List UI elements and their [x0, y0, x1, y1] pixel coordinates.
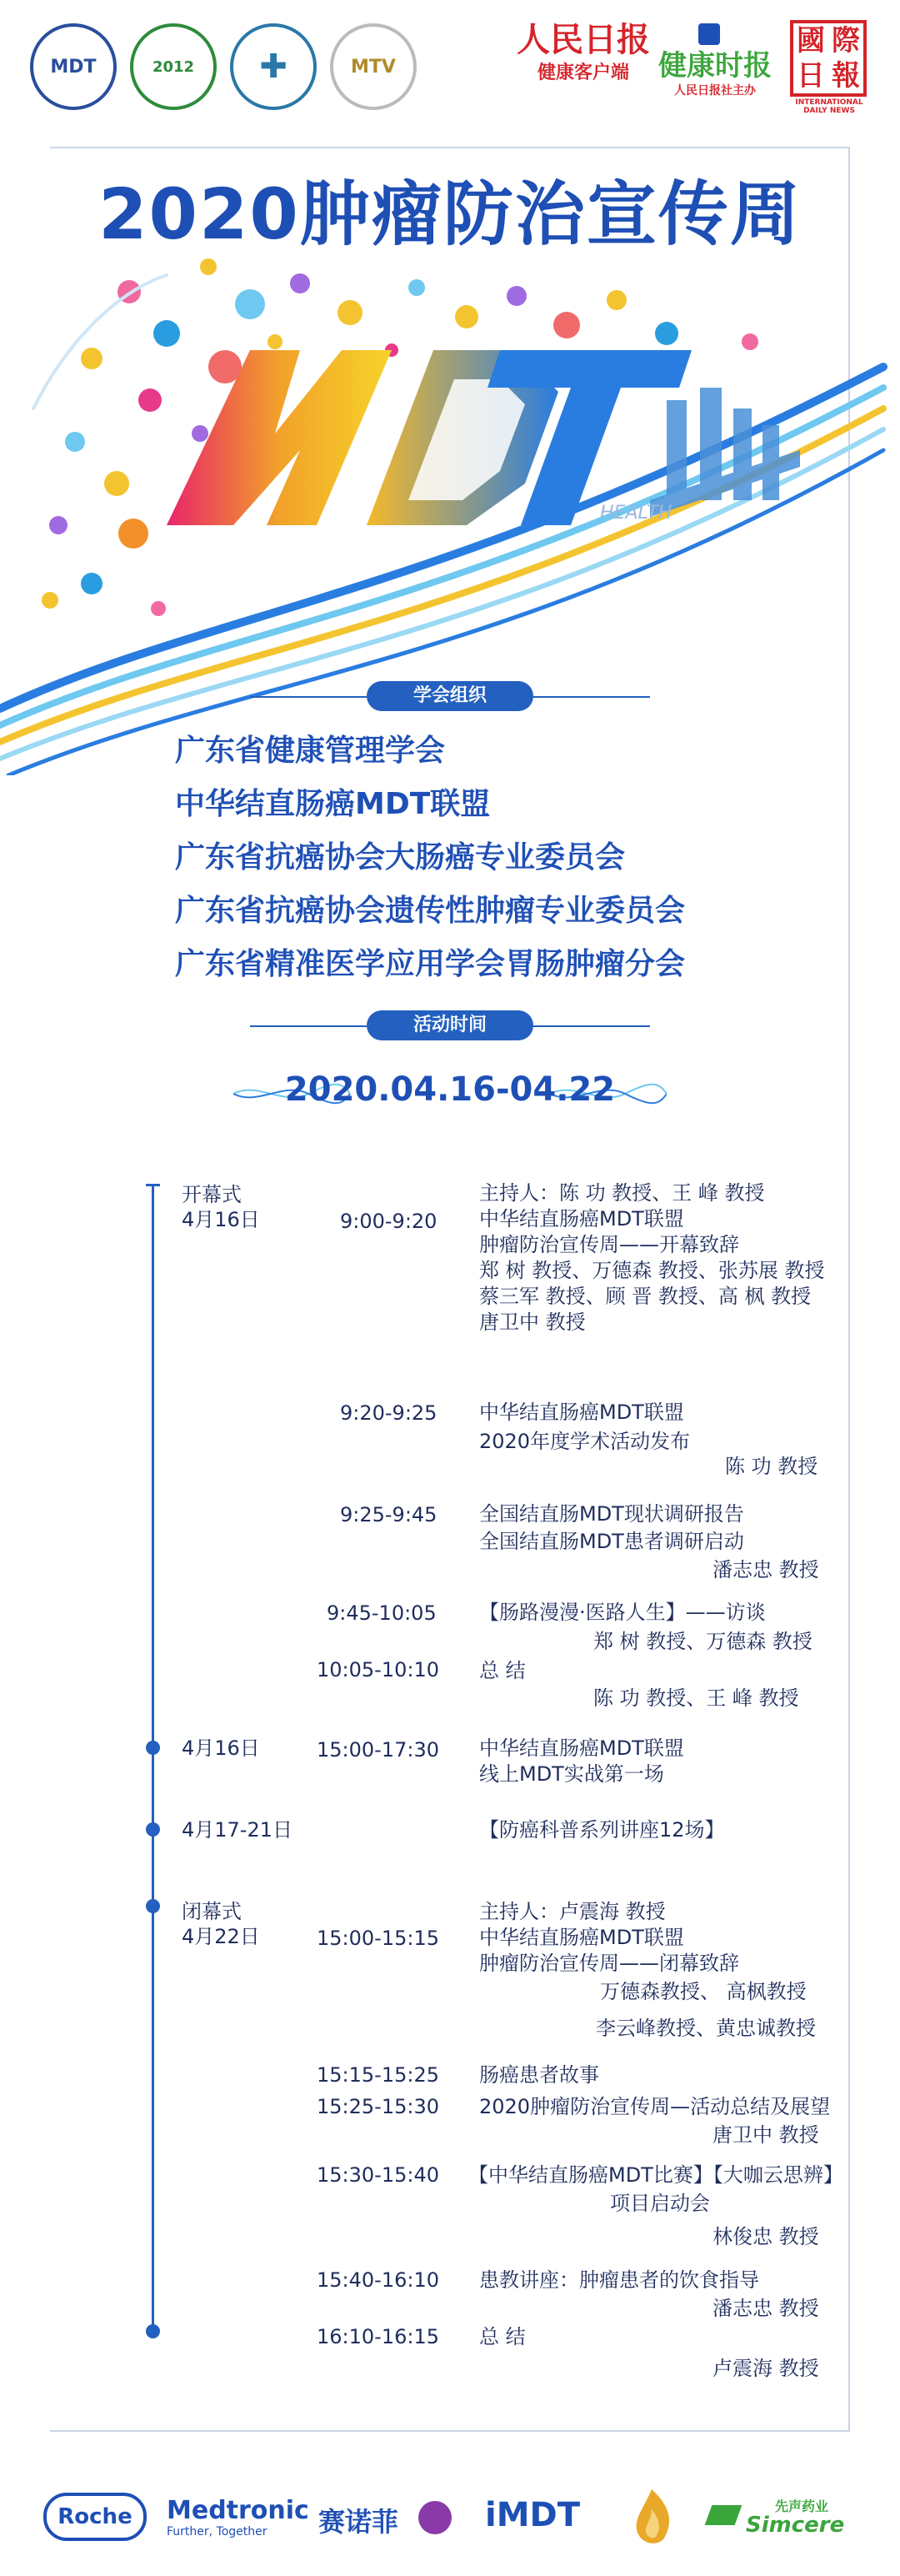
session-speaker: 潘志忠 教授: [712, 1558, 819, 1581]
precision-medicine-logo: MTV: [330, 23, 417, 110]
session-line: 总 结: [479, 2325, 526, 2348]
session-time: 15:00-17:30: [317, 1738, 439, 1762]
session-speaker: 潘志忠 教授: [712, 2297, 819, 2320]
session-line: 2020年度学术活动发布: [479, 1430, 691, 1453]
session-time: 10:05-10:10: [317, 1658, 439, 1681]
session-time: 16:10-16:15: [317, 2325, 439, 2348]
sanofi-icon: [418, 2501, 452, 2534]
closing-date: 4月22日: [182, 1925, 260, 1948]
session-time: 15:15-15:25: [317, 2063, 439, 2087]
session-speaker: 李云峰教授、黄忠诚教授: [596, 2017, 816, 2040]
session-line: 肠癌患者故事: [479, 2063, 599, 2087]
organizer-item: 广东省抗癌协会遗传性肿瘤专业委员会: [175, 894, 686, 928]
activity-pill-line-right: [533, 1025, 650, 1027]
closing-host: 主持人：卢震海 教授: [479, 1900, 666, 1923]
session-time: 9:25-9:45: [340, 1503, 438, 1526]
session-time: 9:00-9:20: [340, 1210, 438, 1233]
activity-label: 活动时间: [367, 1010, 533, 1040]
session-line: 【防癌科普系列讲座12场】: [479, 1818, 725, 1842]
timeline-line: [152, 1184, 154, 2330]
session-time: 9:20-9:25: [340, 1401, 438, 1425]
timeline-dot: [146, 1741, 160, 1755]
session-line: 肿瘤防治宣传周——开幕致辞: [479, 1233, 739, 1256]
organizer-item: 广东省健康管理学会: [175, 734, 446, 768]
medtronic-logo: Medtronic Further, Together: [167, 2496, 309, 2538]
session-speaker: 郑 树 教授、万德森 教授: [593, 1630, 812, 1653]
organizer-item: 中华结直肠癌MDT联盟: [175, 787, 491, 821]
session-line: 中华结直肠癌MDT联盟: [479, 1401, 684, 1424]
international-daily-en: INTERNATIONAL DAILY NEWS: [795, 98, 863, 115]
health-times-icon: [698, 23, 720, 45]
hero-sub-text: HEALTH: [600, 503, 672, 524]
timeline-dot: [146, 1899, 160, 1913]
opening-date: 4月16日: [182, 1208, 260, 1231]
simcere-en: Simcere: [746, 2513, 845, 2538]
session-time: 15:00-15:15: [317, 1927, 439, 1950]
session-line: 患教讲座：肿瘤患者的饮食指导: [479, 2268, 759, 2292]
mdt-association-logo: MDT: [30, 23, 117, 110]
session-line: 蔡三军 教授、顾 晋 教授、高 枫 教授: [479, 1285, 812, 1308]
simcere-icon: [705, 2505, 742, 2525]
session-time: 9:45-10:05: [327, 1601, 437, 1625]
flame-logo-icon: [627, 2488, 677, 2546]
session-speaker: 陈 功 教授: [725, 1455, 818, 1478]
session-speaker: 万德森教授、 高枫教授: [600, 1980, 807, 2003]
session-line: 【肠路漫漫·医路人生】——访谈: [479, 1601, 766, 1624]
opening-host: 主持人：陈 功 教授、王 峰 教授: [479, 1181, 765, 1205]
session-line: 全国结直肠MDT现状调研报告: [479, 1502, 744, 1526]
sanofi-logo: 赛诺菲: [318, 2506, 399, 2538]
organizers-pill-line-left: [250, 696, 367, 698]
page-title: 2020肿瘤防治宣传周: [98, 173, 802, 255]
health-times-logo: 健康时报 人民日报社主办: [658, 49, 772, 98]
session-time: 15:25-15:30: [317, 2095, 439, 2118]
simcere-cn: 先声药业: [775, 2498, 829, 2514]
session-date: 4月16日: [182, 1737, 260, 1760]
closing-title: 闭幕式: [182, 1900, 242, 1923]
session-line: 全国结直肠MDT患者调研启动: [479, 1530, 744, 1553]
session-line: 唐卫中 教授: [479, 1311, 586, 1334]
opening-title: 开幕式: [182, 1183, 242, 1206]
session-line: 肿瘤防治宣传周——闭幕致辞: [479, 1952, 739, 1975]
session-line: 项目启动会: [610, 2192, 710, 2215]
session-line: 【中华结直肠癌MDT比赛】【大咖云思辨】: [468, 2163, 843, 2187]
health-society-logo: 2012: [130, 23, 217, 110]
renmin-health-logo: 人民日报 健康客户端: [517, 20, 650, 83]
activity-pill-line-left: [250, 1025, 367, 1027]
session-line: 2020肿瘤防治宣传周—活动总结及展望: [479, 2095, 831, 2118]
frame-bottom-line: [50, 2430, 850, 2432]
imdt-logo: iMDT: [485, 2496, 581, 2534]
timeline-dot: [146, 1822, 160, 1837]
session-time: 15:40-16:10: [317, 2268, 439, 2292]
frame-top-line: [50, 147, 850, 148]
session-date: 4月17-21日: [182, 1818, 293, 1842]
session-speaker: 陈 功 教授、王 峰 教授: [593, 1686, 799, 1710]
organizers-label: 学会组织: [367, 681, 533, 711]
timeline-dot: [146, 2324, 160, 2338]
session-line: 郑 树 教授、万德森 教授、张苏展 教授: [479, 1259, 825, 1282]
confetti-dots: [42, 258, 758, 616]
international-daily-logo: 國 際 日 報: [790, 20, 867, 97]
session-line: 中华结直肠癌MDT联盟: [479, 1926, 684, 1949]
anticancer-association-logo: ✚: [230, 23, 317, 110]
session-line: 线上MDT实战第一场: [479, 1762, 664, 1786]
session-speaker: 卢震海 教授: [712, 2357, 819, 2380]
session-line: 中华结直肠癌MDT联盟: [479, 1737, 684, 1760]
session-line: 中华结直肠癌MDT联盟: [479, 1207, 684, 1230]
activity-date: 2020.04.16-04.22: [284, 1070, 616, 1109]
great-wall-icon: [650, 388, 800, 517]
organizer-item: 广东省抗癌协会大肠癌专业委员会: [175, 840, 626, 875]
session-speaker: 唐卫中 教授: [712, 2123, 819, 2147]
timeline-start-stub: [146, 1184, 160, 1186]
session-speaker: 林俊忠 教授: [712, 2225, 819, 2248]
session-line: 总 结: [479, 1659, 526, 1682]
organizers-pill-line-right: [533, 696, 650, 698]
mdt-lettering: [167, 350, 692, 525]
session-time: 15:30-15:40: [317, 2163, 439, 2187]
roche-logo: Roche: [43, 2493, 147, 2541]
organizer-item: 广东省精准医学应用学会胃肠肿瘤分会: [175, 947, 686, 981]
